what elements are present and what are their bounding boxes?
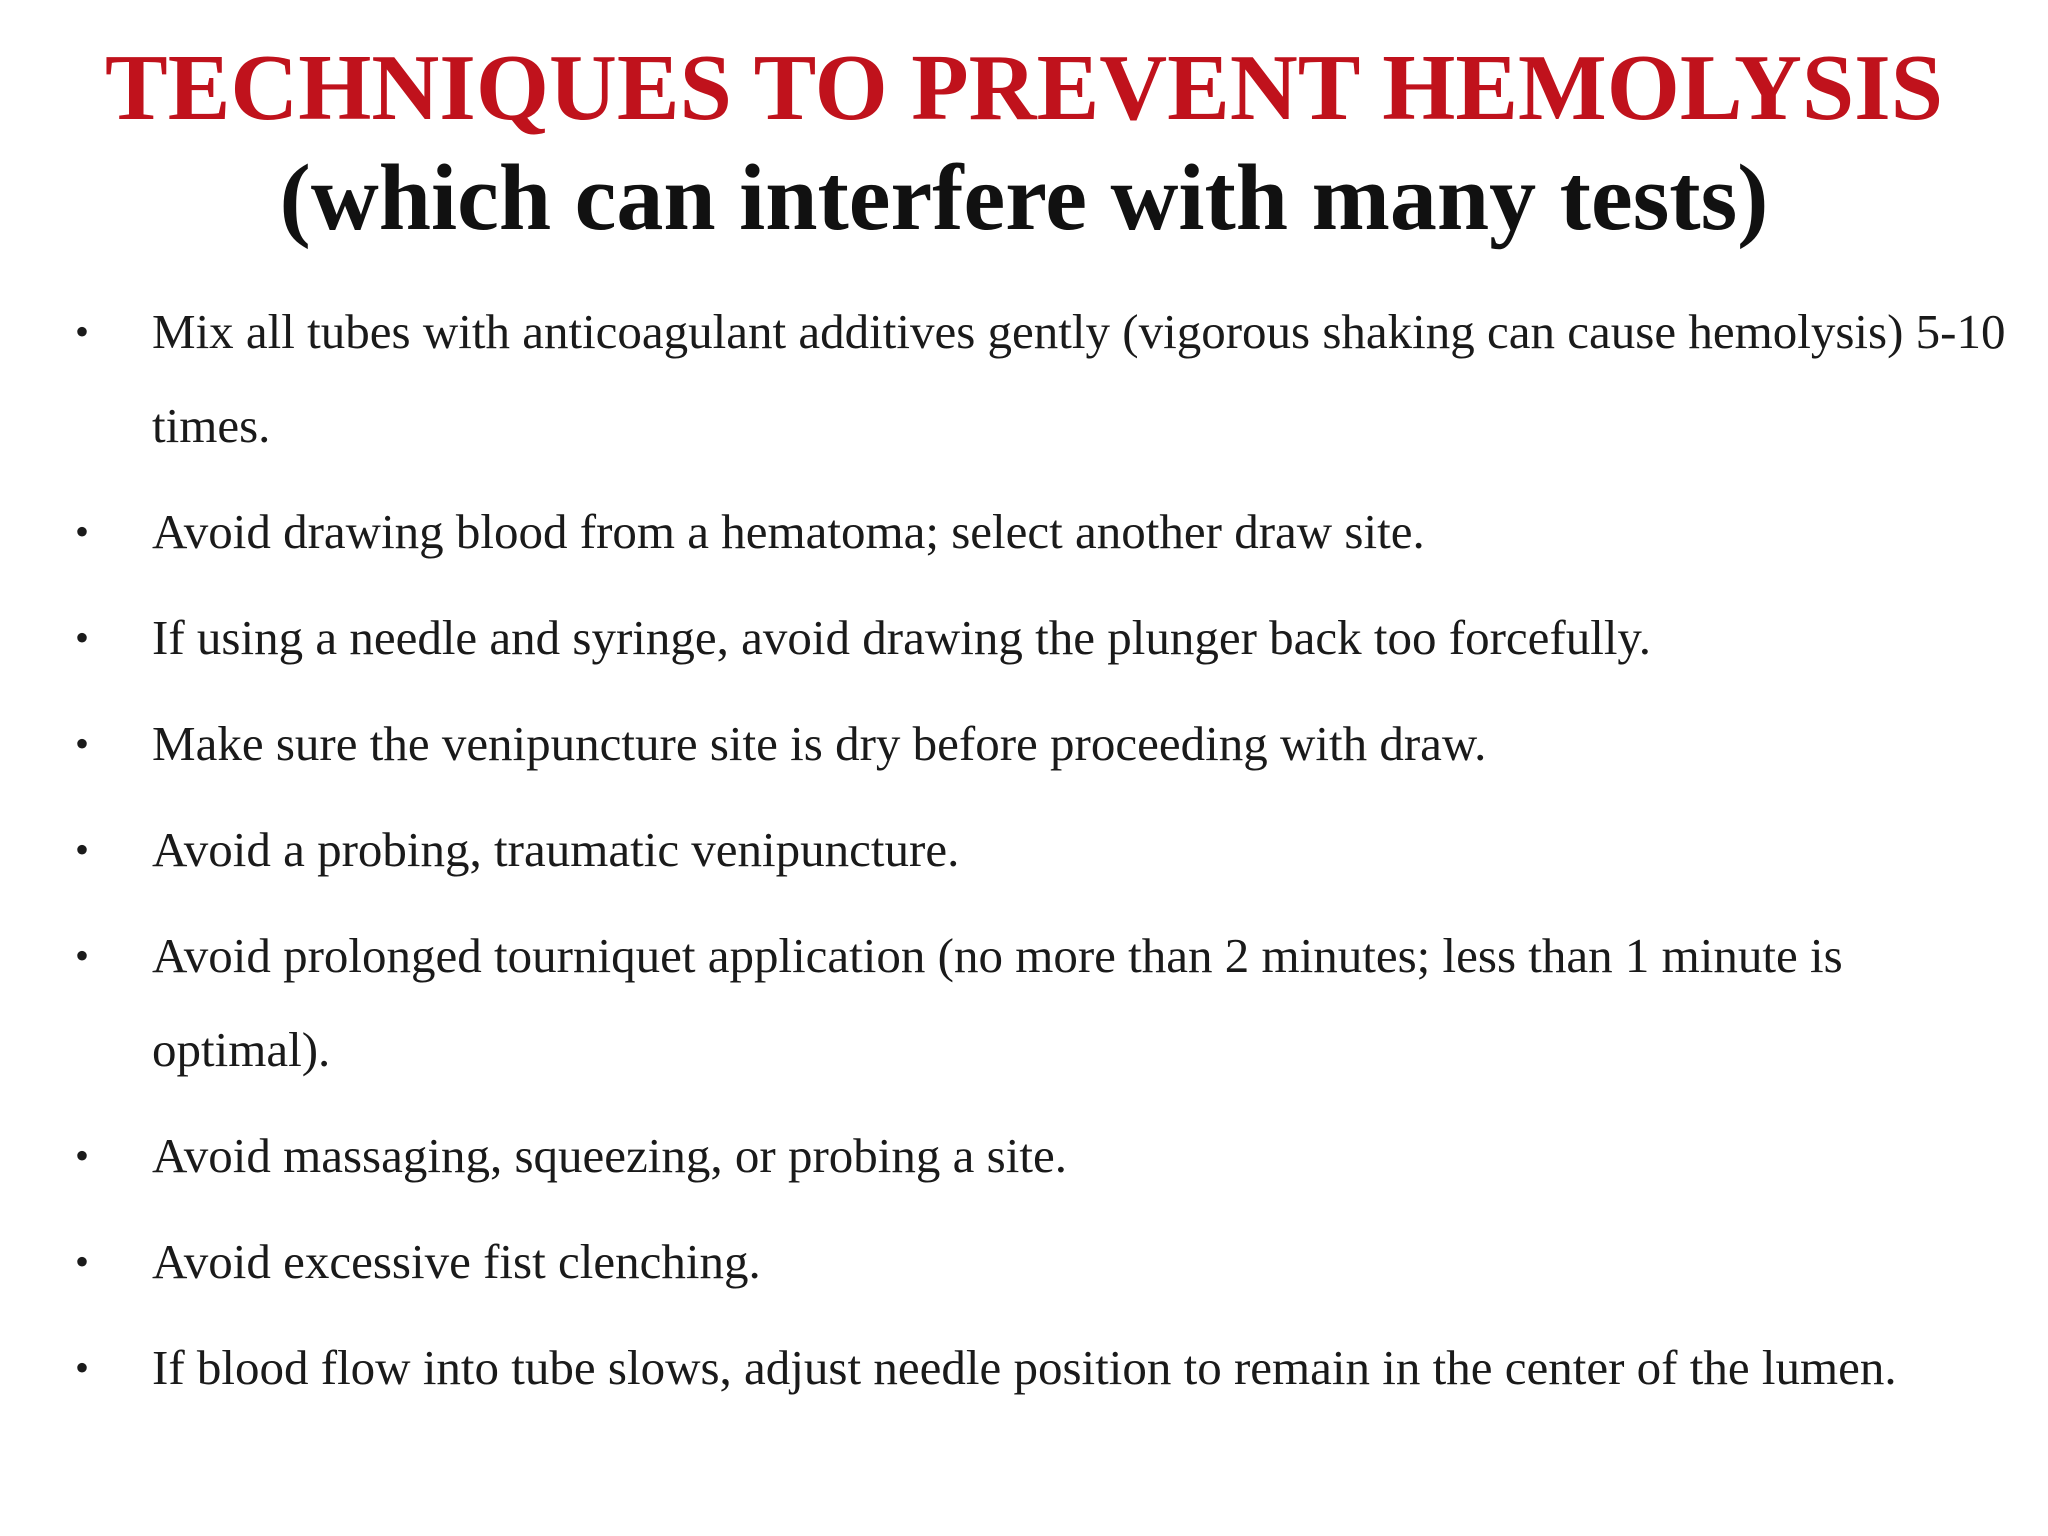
bullet-item-tourniquet <box>0 909 2048 1097</box>
bullet-item-syringe <box>0 591 2048 685</box>
bullet-text: Make sure the venipuncture site is dry before proceeding with draw. <box>152 716 1487 771</box>
slide-subtitle: (which can interfere with many tests) <box>279 146 1769 250</box>
bullet-list <box>0 285 2048 1427</box>
bullet-text: Avoid excessive fist clenching. <box>152 1234 761 1289</box>
bullet-marker: • <box>74 1239 89 1284</box>
bullet-marker: • <box>74 933 89 978</box>
bullet-item-hematoma <box>0 485 2048 579</box>
bullet-item-massaging <box>0 1109 2048 1203</box>
bullet-item-needle-position <box>0 1321 2048 1415</box>
bullet-marker: • <box>74 309 89 354</box>
bullet-item-dry-site <box>0 697 2048 791</box>
bullet-text: Avoid prolonged tourniquet application (no more than 2 minutes; less than 1 minute is optimal). <box>152 928 1843 1077</box>
bullet-text: Avoid a probing, traumatic venipuncture. <box>152 822 960 877</box>
bullet-text: Avoid massaging, squeezing, or probing a site. <box>152 1128 1067 1183</box>
bullet-marker: • <box>74 615 89 660</box>
bullet-item-fist-clenching <box>0 1215 2048 1309</box>
bullet-marker: • <box>74 509 89 554</box>
bullet-text: If blood flow into tube slows, adjust needle position to remain in the center of the lumen. <box>152 1340 1897 1395</box>
bullet-marker: • <box>74 1133 89 1178</box>
bullet-text: Mix all tubes with anticoagulant additives gently (vigorous shaking can cause hemolysis) 5-10 times. <box>152 304 2006 453</box>
bullet-marker: • <box>74 721 89 766</box>
slide-title: TECHNIQUES TO PREVENT HEMOLYSIS <box>105 36 1943 140</box>
bullet-item-mix-tubes <box>0 285 2048 473</box>
bullet-marker: • <box>74 827 89 872</box>
bullet-marker: • <box>74 1345 89 1390</box>
bullet-text: Avoid drawing blood from a hematoma; select another draw site. <box>152 504 1425 559</box>
bullet-item-probing <box>0 803 2048 897</box>
bullet-text: If using a needle and syringe, avoid drawing the plunger back too forcefully. <box>152 610 1651 665</box>
